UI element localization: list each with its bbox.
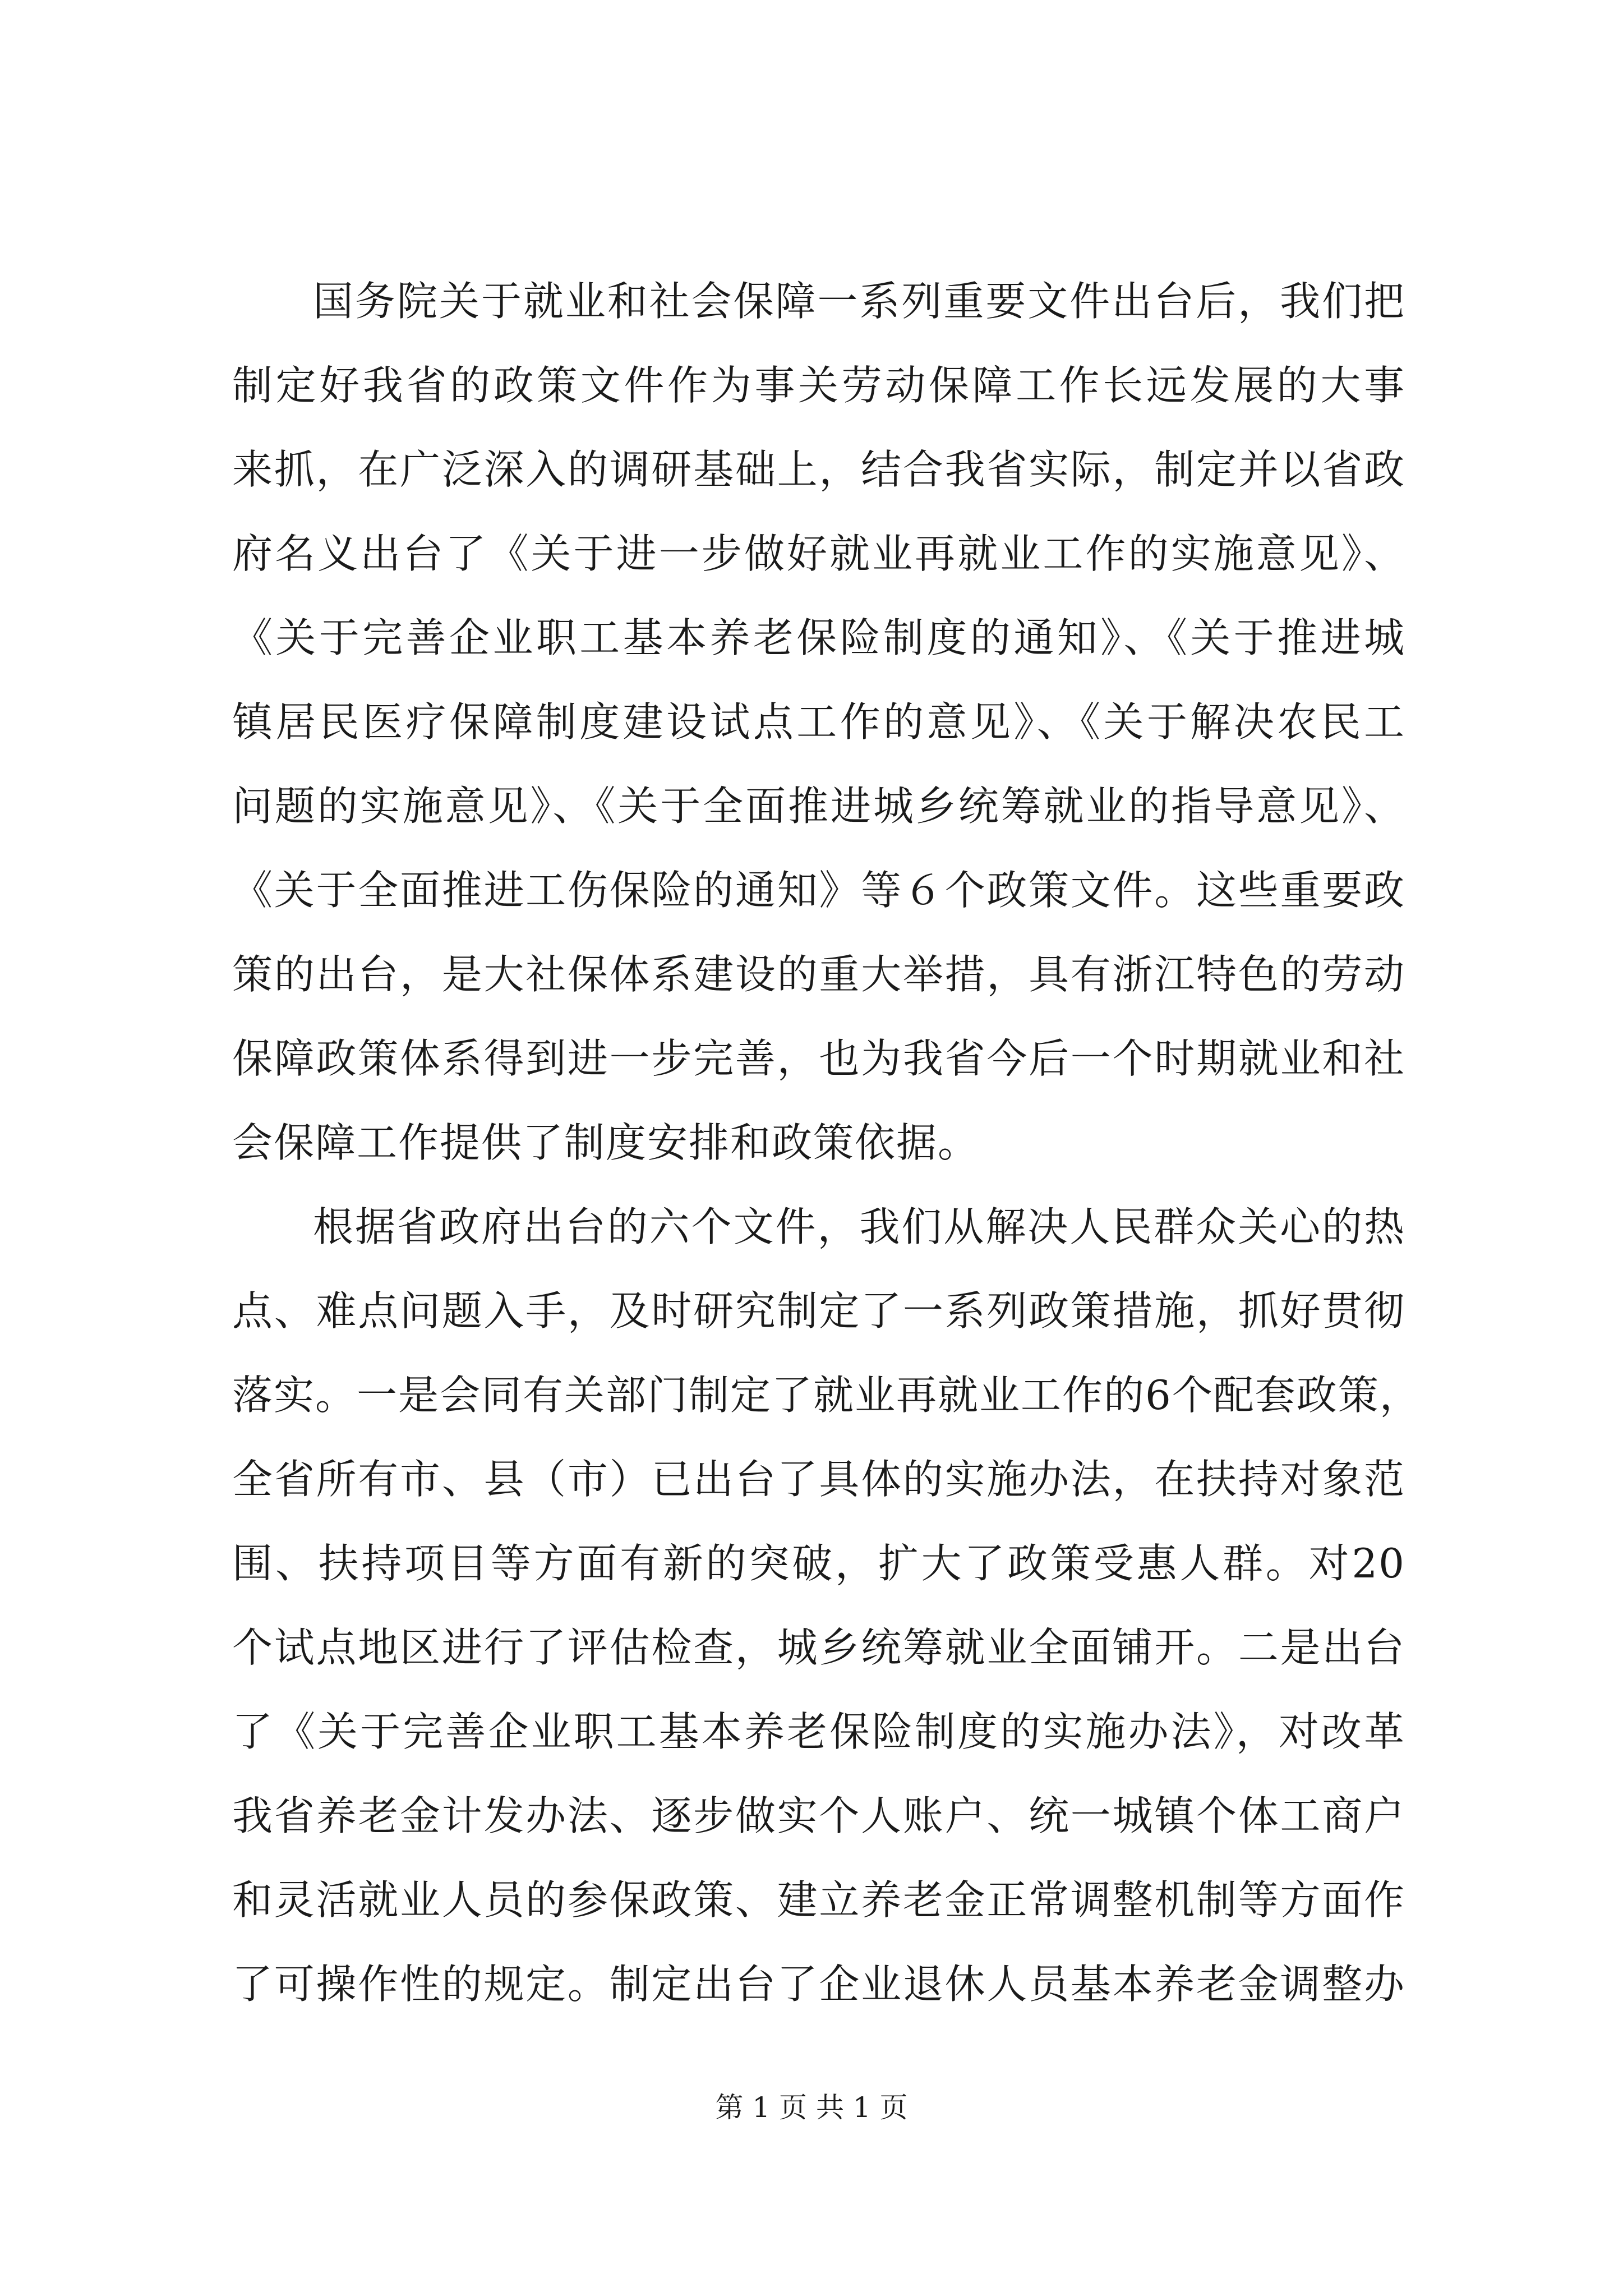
paragraph-line: 府名义出台了《关于进一步做好就业再就业工作的实施意见》、 (232, 530, 1405, 577)
paragraph-line: 保障政策体系得到进一步完善，也为我省今后一个时期就业和社 (232, 1035, 1405, 1082)
paragraph-line: 会保障工作提供了制度安排和政策依据。 (232, 1119, 980, 1166)
paragraph-line: 问题的实施意见》、《关于全面推进城乡统筹就业的指导意见》、 (232, 783, 1405, 830)
paragraph-line: 根据省政府出台的六个文件，我们从解决人民群众关心的热 (313, 1203, 1405, 1250)
paragraph-1 (232, 259, 1405, 1185)
paragraph-line: 《关于完善企业职工基本养老保险制度的通知》、《关于推进城 (232, 614, 1405, 661)
page-number-footer: 第 1 页 共 1 页 (715, 2091, 908, 2124)
paragraph-line: 点、难点问题入手，及时研究制定了一系列政策措施，抓好贯彻 (232, 1287, 1405, 1335)
document-body (232, 259, 1421, 2026)
paragraph-line: 了可操作性的规定。制定出台了企业退休人员基本养老金调整办 (232, 1961, 1405, 2008)
paragraph-line: 镇居民医疗保障制度建设试点工作的意见》、《关于解决农民工 (232, 698, 1405, 746)
paragraph-line: 和灵活就业人员的参保政策、建立养老金正常调整机制等方面作 (232, 1876, 1405, 1924)
paragraph-line: 策的出台，是大社保体系建设的重大举措，具有浙江特色的劳动 (232, 951, 1405, 998)
paragraph-line: 我省养老金计发办法、逐步做实个人账户、统一城镇个体工商户 (232, 1792, 1405, 1839)
paragraph-line: 国务院关于就业和社会保障一系列重要文件出台后，我们把 (313, 278, 1405, 325)
paragraph-2 (232, 1185, 1421, 2026)
paragraph-line: 了《关于完善企业职工基本养老保险制度的实施办法》，对改革 (232, 1708, 1405, 1755)
paragraph-line: 围、扶持项目等方面有新的突破，扩大了政策受惠人群。对20 (232, 1540, 1405, 1587)
paragraph-line: 来抓，在广泛深入的调研基础上，结合我省实际，制定并以省政 (232, 446, 1405, 493)
paragraph-line: 落实。一是会同有关部门制定了就业再就业工作的6个配套政策， (232, 1372, 1421, 1419)
paragraph-line: 个试点地区进行了评估检查，城乡统筹就业全面铺开。二是出台 (232, 1624, 1405, 1671)
paragraph-line: 《关于全面推进工伤保险的通知》等６个政策文件。这些重要政 (232, 867, 1405, 914)
paragraph-line: 全省所有市、县（市）已出台了具体的实施办法，在扶持对象范 (232, 1456, 1405, 1503)
paragraph-line: 制定好我省的政策文件作为事关劳动保障工作长远发展的大事 (232, 362, 1405, 409)
